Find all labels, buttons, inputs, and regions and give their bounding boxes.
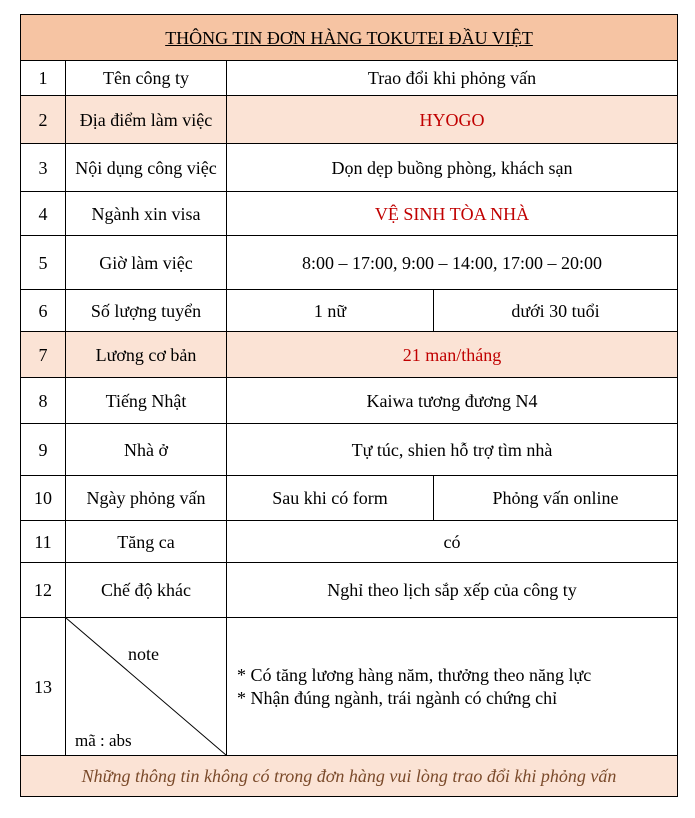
row-value-japanese: Kaiwa tương đương N4 [227, 378, 678, 424]
row-label-quantity: Số lượng tuyển [66, 290, 227, 332]
row-number: 7 [21, 332, 66, 378]
row-value-age: dưới 30 tuổi [434, 290, 678, 332]
row-label-interview-date: Ngày phỏng vấn [66, 476, 227, 521]
table-title [21, 15, 678, 61]
note-label: note [128, 644, 159, 664]
row-number: 1 [21, 61, 66, 96]
row-number: 3 [21, 144, 66, 192]
row-value-interview-date: Sau khi có form [227, 476, 434, 521]
row-value-hours: 8:00 – 17:00, 9:00 – 14:00, 17:00 – 20:00 [227, 236, 678, 290]
row-number: 6 [21, 290, 66, 332]
row-number: 10 [21, 476, 66, 521]
row-value-visa: VỆ SINH TÒA NHÀ [227, 192, 678, 236]
note-line: * Nhận đúng ngành, trái ngành có chứng chỉ [237, 688, 558, 708]
note-line: * Có tăng lương hàng năm, thưởng theo năng lực [237, 665, 592, 685]
row-value-quantity: 1 nữ [227, 290, 434, 332]
row-number: 4 [21, 192, 66, 236]
row-label-visa: Ngành xin visa [66, 192, 227, 236]
row-number: 11 [21, 521, 66, 563]
row-label-overtime: Tăng ca [66, 521, 227, 563]
row-label-company: Tên công ty [66, 61, 227, 96]
row-number: 8 [21, 378, 66, 424]
row-value-location: HYOGO [227, 96, 678, 144]
row-number: 12 [21, 563, 66, 618]
notes-cell [227, 618, 678, 756]
row-number: 2 [21, 96, 66, 144]
row-number: 9 [21, 424, 66, 476]
row-label-location: Địa điểm làm việc [66, 96, 227, 144]
job-order-table [20, 14, 678, 797]
note-diagonal-cell [66, 618, 227, 756]
row-number: 5 [21, 236, 66, 290]
row-label-housing: Nhà ở [66, 424, 227, 476]
row-value-housing: Tự túc, shien hỗ trợ tìm nhà [227, 424, 678, 476]
row-value-salary: 21 man/tháng [227, 332, 678, 378]
row-value-company: Trao đổi khi phỏng vấn [227, 61, 678, 96]
row-label-salary: Lương cơ bản [66, 332, 227, 378]
row-value-overtime: có [227, 521, 678, 563]
row-label-japanese: Tiếng Nhật [66, 378, 227, 424]
footer-note: Những thông tin không có trong đơn hàng vui lòng trao đổi khi phỏng vấn [21, 756, 678, 797]
row-value-other: Nghỉ theo lịch sắp xếp của công ty [227, 563, 678, 618]
row-label-hours: Giờ làm việc [66, 236, 227, 290]
code-label: mã : abs [75, 731, 132, 750]
row-label-other: Chế độ khác [66, 563, 227, 618]
row-value-job-content: Dọn dẹp buồng phòng, khách sạn [227, 144, 678, 192]
row-value-interview-mode: Phỏng vấn online [434, 476, 678, 521]
row-number: 13 [21, 618, 66, 756]
title-text: THÔNG TIN ĐƠN HÀNG TOKUTEI ĐẦU VIỆT [165, 27, 533, 48]
row-label-job-content: Nội dụng công việc [66, 144, 227, 192]
